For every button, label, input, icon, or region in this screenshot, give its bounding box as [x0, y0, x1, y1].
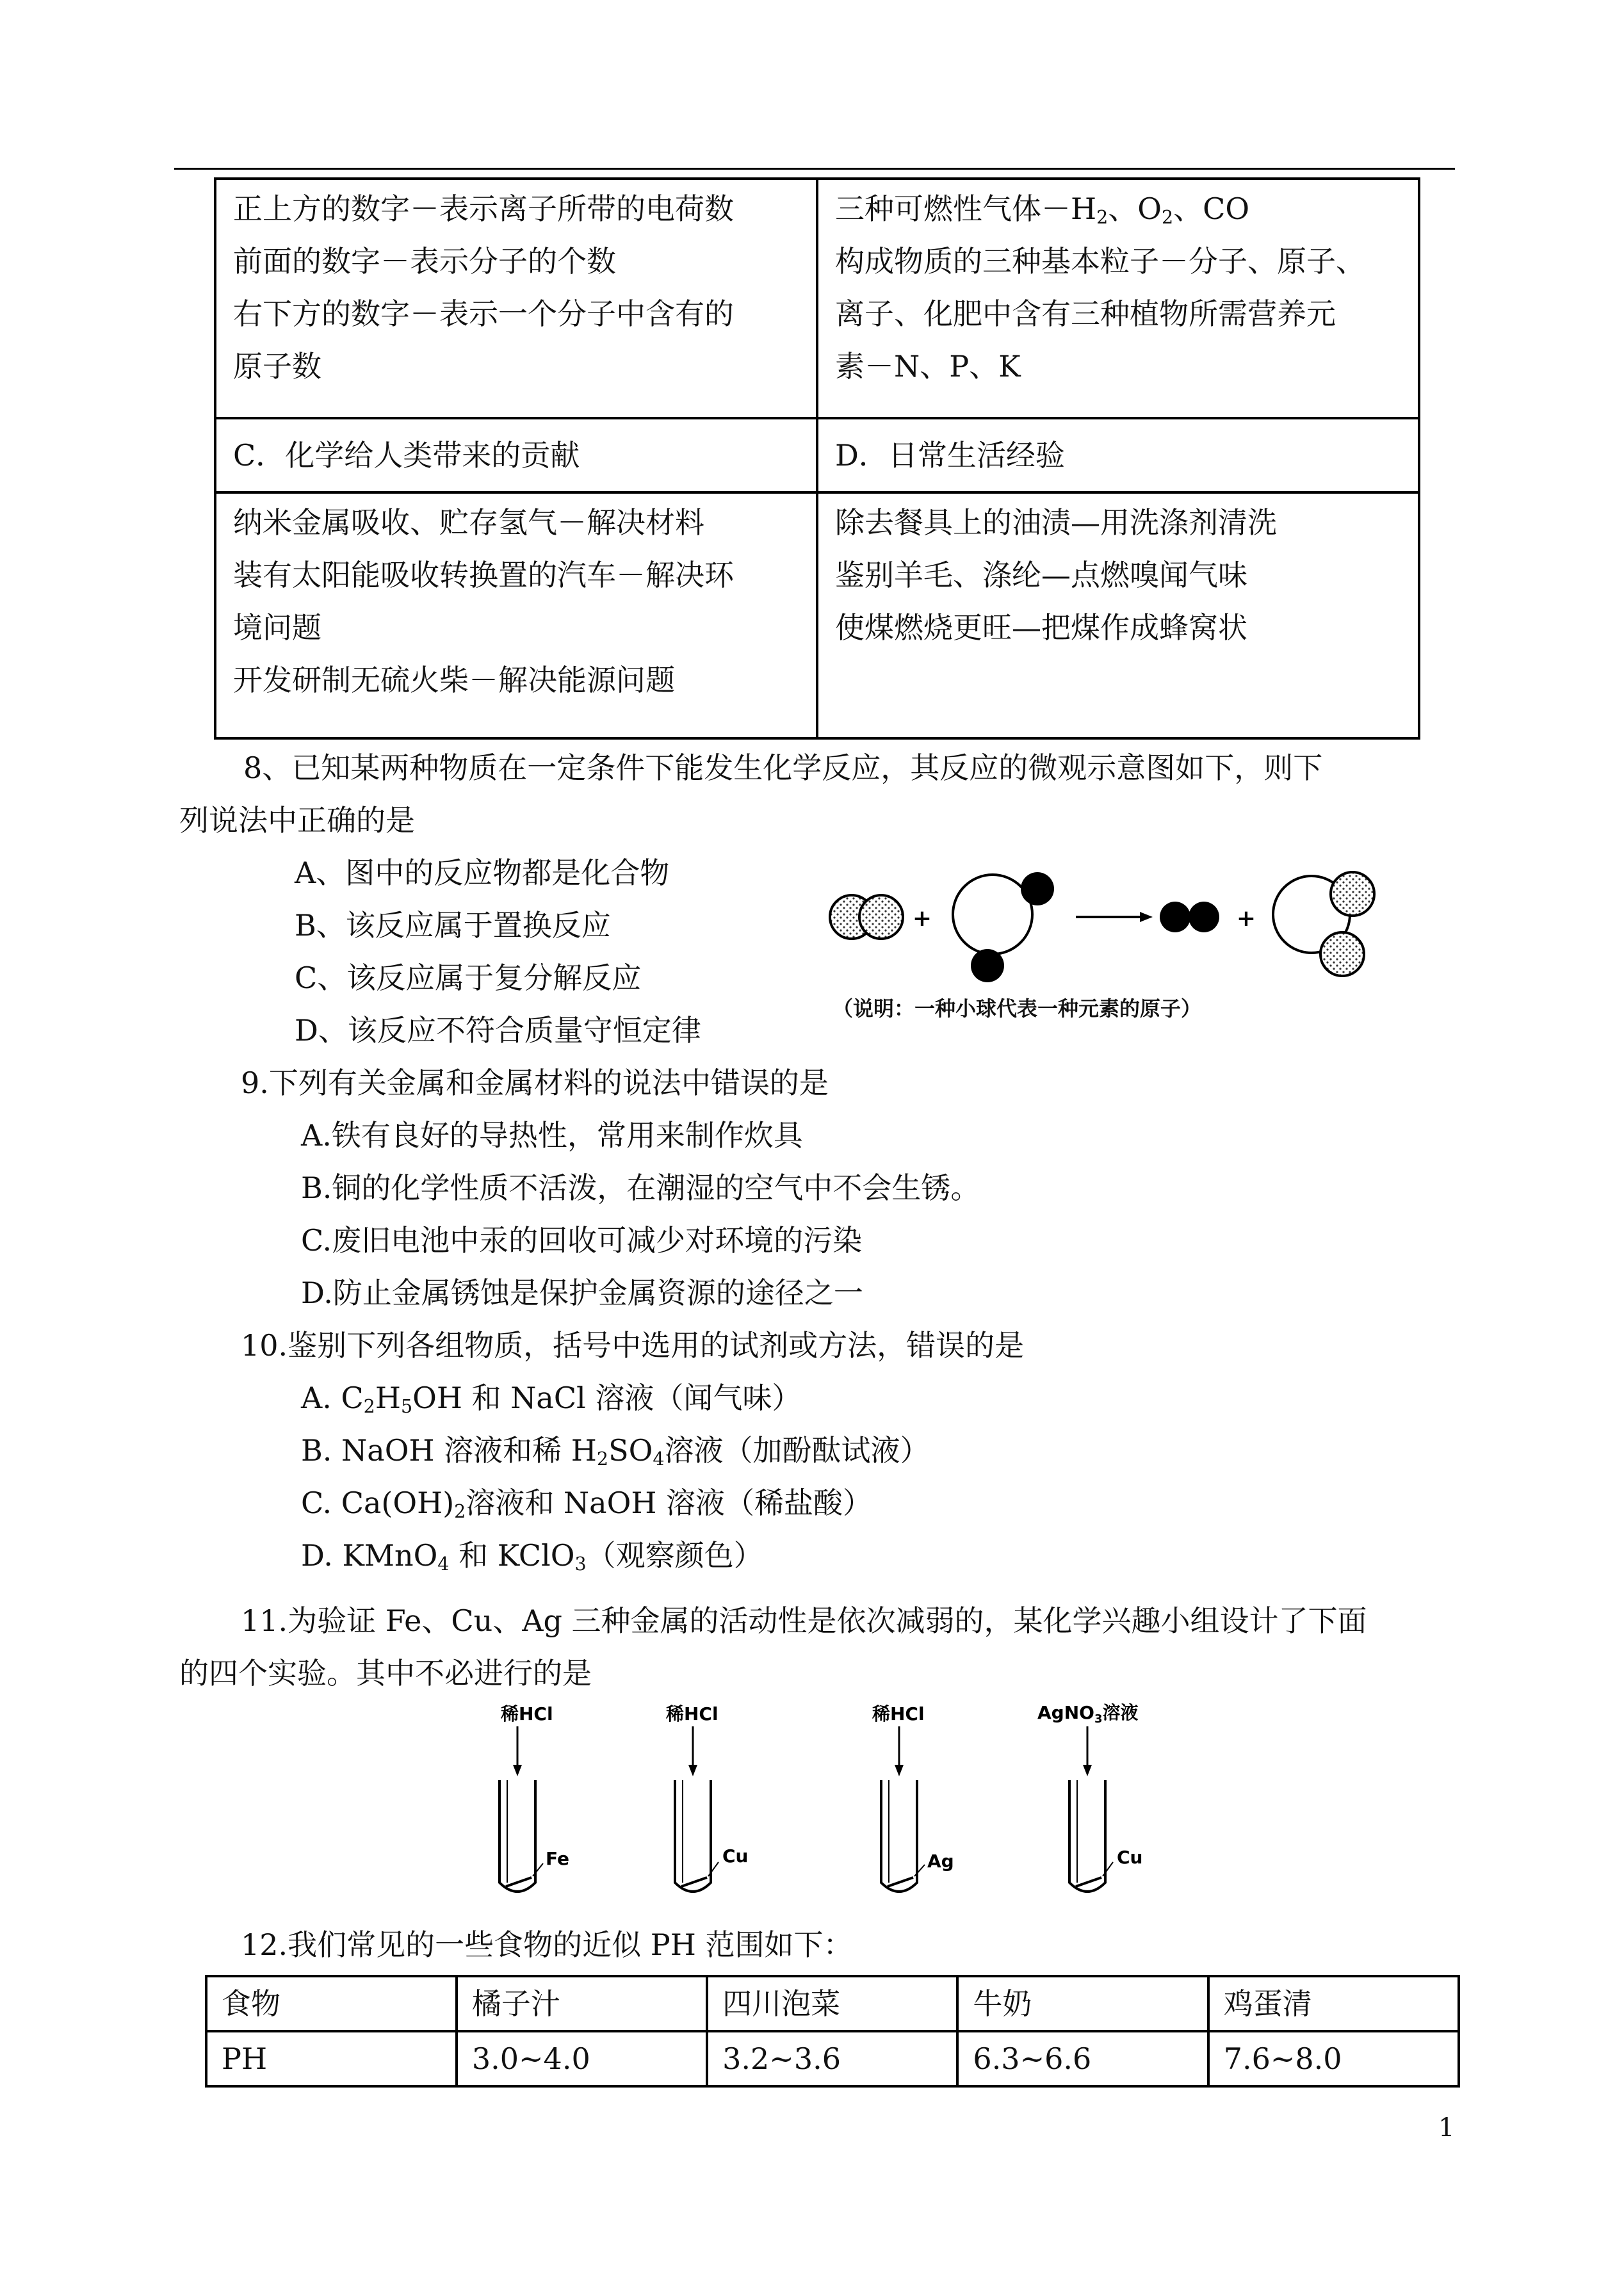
text-line: 素－N、P、K: [835, 349, 1021, 384]
text-line: 右下方的数字－表示一个分子中含有的: [233, 296, 734, 331]
cell-r1c2: [817, 179, 1419, 418]
text-line: 开发研制无硫火柴－解决能源问题: [233, 663, 675, 697]
reaction-arrow: [1076, 912, 1153, 922]
cell-r2c1: [215, 418, 817, 492]
section-heading: D．日常生活经验: [835, 438, 1065, 473]
header-food: 食物: [206, 1976, 457, 2031]
header-rule: [174, 168, 1455, 170]
cell-r2c2: [817, 418, 1419, 492]
reagent-label: 稀HCl: [666, 1703, 719, 1724]
q11-stem-line1: 11.为验证 Fe、Cu、Ag 三种金属的活动性是依次减弱的，某化学兴趣小组设计了下面: [241, 1603, 1367, 1638]
row-label-ph: PH: [206, 2031, 457, 2086]
text-line: 除去餐具上的油渍—用洗涤剂清洗: [835, 505, 1277, 540]
text-line: 正上方的数字－表示离子所带的电荷数: [233, 191, 734, 226]
q9-stem: 9.下列有关金属和金属材料的说法中错误的是: [241, 1066, 829, 1100]
q9-option-b: B.铜的化学性质不活泼，在潮湿的空气中不会生锈。: [301, 1171, 980, 1205]
reagent-label: 稀HCl: [501, 1703, 553, 1724]
text-line: 使煤燃烧更旺—把煤作成蜂窝状: [835, 610, 1247, 645]
header-milk: 牛奶: [957, 1976, 1208, 2031]
test-tube-1: [499, 1703, 569, 1892]
q10-option-a: A. $C_2H_5OH$ 和 NaCl 溶液（闻气味）: [301, 1381, 802, 1418]
classification-table: [214, 177, 1420, 740]
text-line: 离子、化肥中含有三种植物所需营养元: [835, 296, 1336, 331]
reagent-label: 稀HCl: [872, 1703, 925, 1724]
product-molecule-black-pair: [1160, 902, 1219, 932]
q10-option-b: B. NaOH 溶液和稀 $H_2SO_4$溶液（加酚酞试液）: [301, 1433, 930, 1470]
cell-r3c2: [817, 492, 1419, 738]
diagram-caption: （说明：一种小球代表一种元素的原子）: [832, 996, 1202, 1021]
q8-option-d: D、该反应不符合质量守恒定律: [295, 1013, 701, 1048]
q11-stem-line2: 的四个实验。其中不必进行的是: [179, 1656, 592, 1691]
q8-stem-line2: 列说法中正确的是: [179, 803, 415, 838]
q10-option-d: D. KMnO$_4$ 和 KClO$_3$（观察颜色）: [301, 1538, 763, 1575]
text-line: 鉴别羊毛、涤纶—点燃嗅闻气味: [835, 558, 1247, 592]
header-pickles: 四川泡菜: [707, 1976, 957, 2031]
text-line: 原子数: [233, 349, 321, 384]
metal-label: Ag: [927, 1851, 954, 1872]
test-tube-2: [665, 1703, 748, 1892]
ph-milk: 6.3~6.6: [957, 2031, 1208, 2086]
header-orange-juice: 橘子汁: [457, 1976, 707, 2031]
text-line: 装有太阳能吸收转换置的汽车－解决环: [233, 558, 734, 592]
metal-label: Cu: [722, 1845, 749, 1867]
ph-pickles: 3.2~3.6: [707, 2031, 957, 2086]
text-line: 境问题: [233, 610, 321, 645]
plus-sign: +: [1236, 905, 1256, 932]
ph-egg-white: 7.6~8.0: [1208, 2031, 1459, 2086]
metal-label: Cu: [1117, 1847, 1143, 1868]
text-line: 前面的数字－表示分子的个数: [233, 244, 616, 279]
q10-stem: 10.鉴别下列各组物质，括号中选用的试剂或方法，错误的是: [241, 1328, 1025, 1363]
section-heading: C．化学给人类带来的贡献: [233, 438, 580, 473]
text-line: 构成物质的三种基本粒子－分子、原子、: [835, 244, 1365, 279]
q8-option-c: C、该反应属于复分解反应: [295, 961, 642, 995]
q10-option-c: C. $Ca(OH)_2$溶液和 NaOH 溶液（稀盐酸）: [301, 1486, 873, 1523]
reagent-label: AgNO$_3$溶液: [1037, 1702, 1139, 1726]
reactant-molecule-dotted-pair: [830, 895, 903, 939]
test-tube-experiments: [474, 1697, 1204, 1895]
ph-table: [205, 1975, 1460, 2088]
test-tube-3: [872, 1703, 954, 1892]
text-line: 三种可燃性气体$-H_2$、$O_2$、CO: [835, 191, 1250, 229]
cell-r1c1: [215, 179, 817, 418]
q12-stem: 12.我们常见的一些食物的近似 PH 范围如下：: [241, 1927, 853, 1962]
header-egg-white: 鸡蛋清: [1208, 1976, 1459, 2031]
product-molecule-large-white-with-dotted: [1273, 872, 1374, 976]
q8-option-b: B、该反应属于置换反应: [295, 908, 611, 943]
text-line: 纳米金属吸收、贮存氢气－解决材料: [233, 505, 704, 540]
q9-option-d: D.防止金属锈蚀是保护金属资源的途径之一: [301, 1276, 863, 1310]
reactant-molecule-large-white-with-black: [953, 872, 1054, 982]
q8-option-a: A、图中的反应物都是化合物: [295, 856, 670, 890]
plus-sign: +: [912, 905, 932, 932]
q8-stem-line1: 8、已知某两种物质在一定条件下能发生化学反应，其反应的微观示意图如下，则下: [243, 750, 1323, 785]
ph-orange-juice: 3.0~4.0: [457, 2031, 707, 2086]
q9-option-c: C.废旧电池中汞的回收可减少对环境的污染: [301, 1223, 863, 1258]
metal-label: Fe: [546, 1848, 569, 1869]
page-number: 1: [1438, 2113, 1455, 2143]
test-tube-4: [1037, 1702, 1142, 1892]
cell-r3c1: [215, 492, 817, 738]
q9-option-a: A.铁有良好的导热性，常用来制作炊具: [301, 1118, 803, 1153]
